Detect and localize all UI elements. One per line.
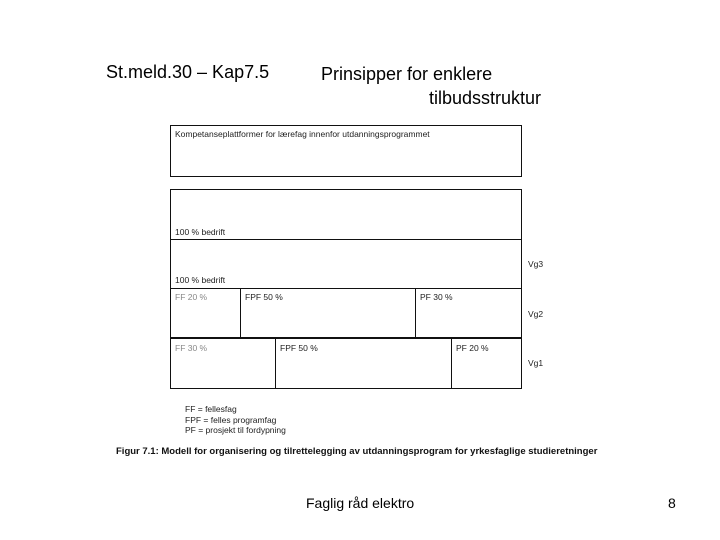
competence-platform-label: Kompetanseplattformer for lærefag innenfor utdanningsprogrammet [175,129,430,139]
vg1-pf-label: PF 20 % [456,343,489,353]
legend-item: FPF = felles programfag [185,414,277,425]
vg1-fpf-label: FPF 50 % [280,343,318,353]
vg1-fpf-cell [275,338,452,389]
vg2-fpf-label: FPF 50 % [245,292,283,302]
page-number: 8 [668,495,676,511]
level-label-vg1: Vg1 [528,358,544,368]
legend-item: PF = prosjekt til fordypning [185,425,286,435]
vg1-ff-cell [170,338,276,389]
vg2-ff-label: FF 20 % [175,292,208,302]
legend [185,404,286,436]
level-label-vg3: Vg3 [528,259,544,269]
vg2-ff-cell [170,288,241,338]
vg3-company-box [170,189,522,240]
vg3-company-label: 100 % bedrift [175,227,226,237]
level-label-vg2: Vg2 [528,309,544,319]
vg2-pf-cell [415,288,522,338]
vg2-company-box [170,239,522,289]
vg1-ff-label: FF 30 % [175,343,208,353]
legend-item: FF = fellesfag [185,404,237,414]
vg2-fpf-cell [240,288,416,338]
chapter-reference: St.meld.30 – Kap7.5 [106,62,270,82]
competence-platform-box [170,125,522,177]
vg2-company-label: 100 % bedrift [175,275,226,285]
slide-title [321,62,541,110]
vg2-pf-label: PF 30 % [420,292,453,302]
footer-text: Faglig råd elektro [306,495,415,511]
slide-title-line-1: Prinsipper for enklere [321,64,493,84]
slide-title-line-2: tilbudsstruktur [429,88,542,108]
vg1-pf-cell [451,338,522,389]
figure-caption: Figur 7.1: Modell for organisering og tilrettelegging av utdanningsprogram for yrkesfaglige studieretninger [116,446,598,457]
